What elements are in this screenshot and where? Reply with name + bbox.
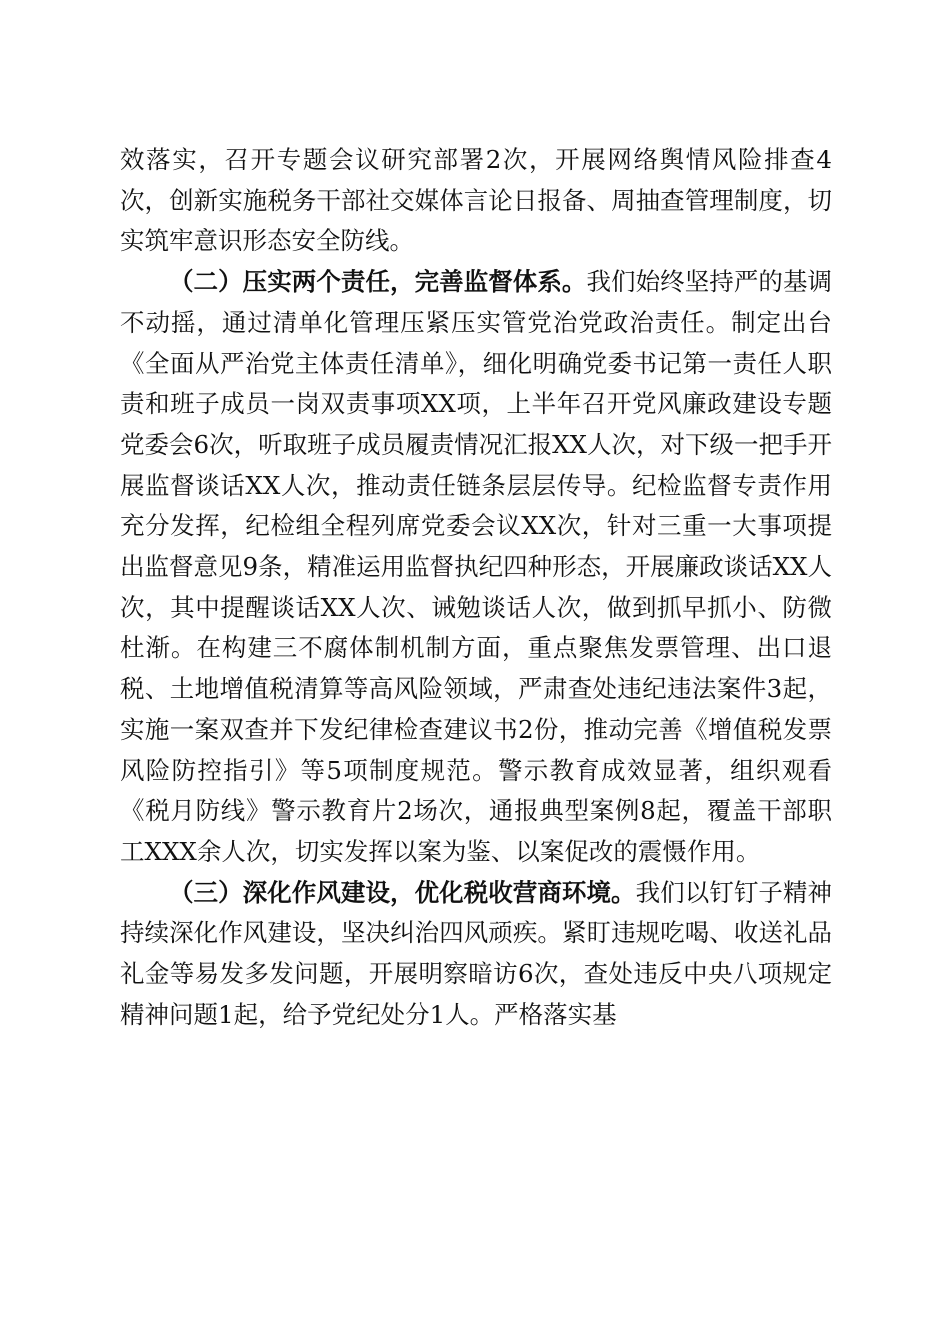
paragraph-text: 效落实，召开专题会议研究部署2次，开展网络舆情风险排查4次，创新实施税务干部社交媒体言论日报备、周抽查管理制度，切实筑牢意识形态安全防线。 — [120, 145, 832, 256]
section-heading-two: （二）压实两个责任，完善监督体系。 — [169, 267, 587, 297]
paragraph-text: 我们始终坚持严的基调不动摇，通过清单化管理压紧压实管党治党政治责任。制定出台《全面从严治党主体责任清单》，细化明确党委书记第一责任人职责和班子成员一岗双责事项XX项，上半年召开党风廉政建设专题党委会6次，听取班子成员履责情况汇报XX人次，对下级一把手开展监督谈话XX人次，推动责任链条层层传导。纪检监督专责作用充分发挥，纪检组全程列席党委会议XX次，针对三重一大事项提出监督意见9条，精准运用监督执纪四种形态，开展廉政谈话XX人次，其中提醒谈话XX人次、诫勉谈话人次，做到抓早抓小、防微杜渐。在构建三不腐体制机制方面，重点聚焦发票管理、出口退税、土地增值税清算等高风险领域，严肃查处违纪违法案件3起，实施一案双查并下发纪律检查建议书2份，推动完善《增值税发票风险防控指引》等5项制度规范。警示教育成效显著，组织观看《税月防线》警示教育片2场次，通报典型案例8起，覆盖干部职工XXX余人次，切实发挥以案为鉴、以案促改的震慑作用。 — [120, 267, 833, 866]
paragraph-section-three — [120, 873, 832, 1036]
paragraph-section-two — [120, 262, 832, 873]
section-heading-three: （三）深化作风建设，优化税收营商环境。 — [169, 877, 636, 907]
document-page — [120, 140, 832, 1035]
paragraph-text: 我们以钉钉子精神持续深化作风建设，坚决纠治四风顽疾。紧盯违规吃喝、收送礼品礼金等易发多发问题，开展明察暗访6次，查处违反中央八项规定精神问题1起，给予党纪处分1人。严格落实基 — [120, 877, 833, 1029]
paragraph-continuation — [120, 140, 832, 262]
